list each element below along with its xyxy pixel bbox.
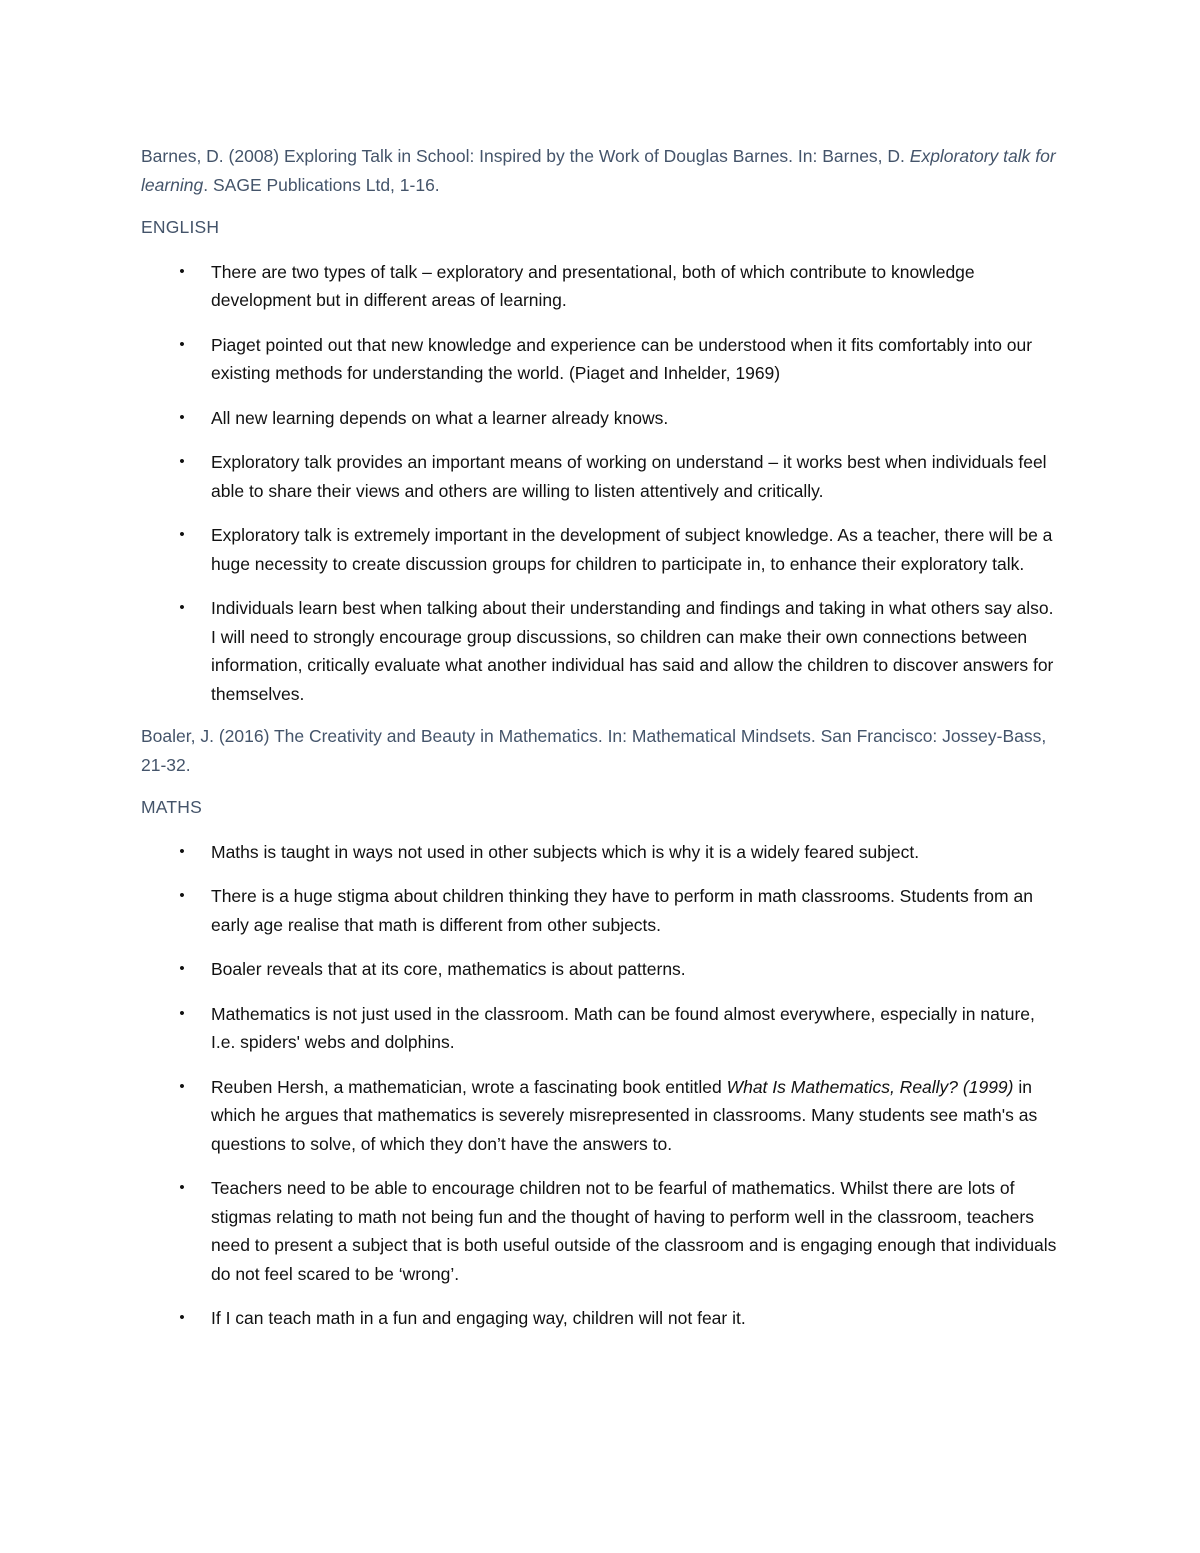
list-item (141, 331, 1061, 388)
bullet-icon: • (179, 453, 185, 470)
list-item (141, 838, 1061, 867)
list-item-text: Boaler reveals that at its core, mathematics is about patterns. (211, 959, 686, 979)
list-item-text: Piaget pointed out that new knowledge and experience can be understood when it fits comfortably into our existing methods for understanding the world. (Piaget and Inhelder, 1969) (211, 334, 1033, 383)
list-item-text: There is a huge stigma about children thinking they have to perform in math classrooms. Students from an early age realise that math is different from other subjects. (211, 886, 1033, 935)
list-item (141, 448, 1061, 505)
bullet-icon: • (179, 842, 185, 860)
list-item (141, 521, 1061, 578)
bullet-icon: • (179, 335, 185, 353)
bullet-icon: • (179, 526, 185, 543)
list-item-text: Exploratory talk is extremely important in the development of subject knowledge. As a teacher, there will be a huge necessity to create discussion groups for children to participate in, to enhance their exploratory talk. (211, 525, 1053, 574)
list-item (141, 1000, 1061, 1057)
list-item (141, 404, 1061, 433)
bullet-icon: • (179, 1004, 185, 1022)
bullet-icon: • (179, 599, 185, 616)
list-item-text: If I can teach math in a fun and engaging way, children will not fear it. (211, 1308, 746, 1328)
list-item (141, 955, 1061, 984)
list-item-text: All new learning depends on what a learner already knows. (211, 407, 669, 428)
list-item-text: Reuben Hersh, a mathematician, wrote a fascinating book entitled (211, 1076, 727, 1097)
bullet-icon: • (179, 262, 185, 280)
citation-boaler: Boaler, J. (2016) The Creativity and Beauty in Mathematics. In: Mathematical Mindsets. San Francisco: Jossey-Bass, 21-32. (141, 726, 1047, 775)
list-item (141, 882, 1061, 939)
citation-barnes-publisher: . SAGE Publications Ltd, 1-16. (203, 174, 440, 195)
document-content (141, 142, 1061, 1347)
list-item-text: Individuals learn best when talking about their understanding and findings and taking in what others say also. I will need to strongly encourage group discussions, so children can make their own connections between information, critically evaluate what another individual has said and allow the children to discover answers for themselves. (211, 598, 1054, 704)
citation-barnes-title: Exploratory talk for learning (141, 146, 1056, 195)
bullet-icon: • (179, 1077, 185, 1095)
list-item (141, 1304, 1061, 1333)
english-notes-list (141, 258, 1061, 709)
list-item (141, 1073, 1061, 1159)
book-title: What Is Mathematics, Really? (1999) (726, 1076, 1014, 1097)
citation-barnes-text: Barnes, D. (2008) Exploring Talk in School: Inspired by the Work of Douglas Barnes. In: Barnes, D. (141, 146, 910, 166)
list-item (141, 1174, 1061, 1288)
list-item (141, 594, 1061, 708)
list-item-text: Mathematics is not just used in the classroom. Math can be found almost everywhere, especially in nature, I.e. spiders' webs and dolphins. (211, 1003, 1035, 1052)
maths-notes-list (141, 838, 1061, 1333)
bullet-icon: • (179, 408, 185, 426)
list-item-text: There are two types of talk – exploratory and presentational, both of which contribute to knowledge development but in different areas of learning. (211, 261, 975, 310)
citation-barnes (141, 142, 1061, 199)
bullet-icon: • (179, 887, 185, 904)
heading-english: ENGLISH (141, 217, 220, 237)
list-item-text: Exploratory talk provides an important means of working on understand – it works best when individuals feel able to share their views and others are willing to listen attentively and critically. (211, 452, 1047, 501)
bullet-icon: • (179, 1309, 185, 1326)
bullet-icon: • (179, 1179, 185, 1196)
heading-maths: MATHS (141, 797, 202, 817)
list-item (141, 258, 1061, 315)
bullet-icon: • (179, 960, 185, 977)
list-item-text: Teachers need to be able to encourage children not to be fearful of mathematics. Whilst there are lots of stigmas relating to math not being fun and the thought of having to perform well in the classroom, teachers need to present a subject that is both useful outside of the classroom and is engaging enough that individuals do not feel scared to be ‘wrong’. (211, 1178, 1057, 1284)
list-item-text: Maths is taught in ways not used in other subjects which is why it is a widely feared subject. (211, 841, 920, 862)
list-item-text: in which he argues that mathematics is severely misrepresented in classrooms. Many students see math's as questions to solve, of which they don’t have the answers to. (211, 1076, 1038, 1154)
